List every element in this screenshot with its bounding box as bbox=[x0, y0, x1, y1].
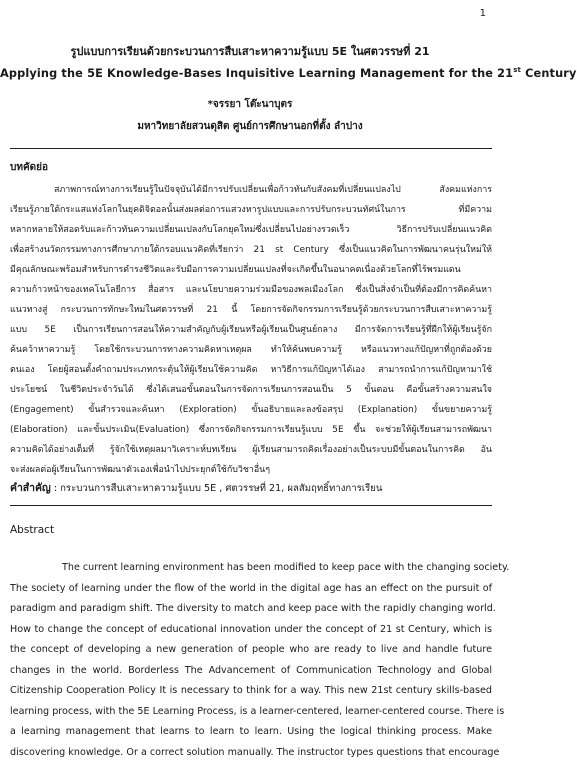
author-affiliation: มหาวิทยาลัยสวนดุสิต ศูนย์การศึกษานอกที่ตั้ง ลำปาง bbox=[0, 119, 500, 134]
thai-abstract-line: แบบ 5E เป็นการเรียนการสอนให้ความสำคัญกับผู้เรียนหรือผู้เรียนเป็นศูนย์กลาง มีการจัดการเรียนรู้ที่ฝึกให้ผู้เรียนรู้จัก bbox=[10, 320, 492, 340]
english-abstract-heading: Abstract bbox=[10, 524, 54, 536]
english-abstract-line: a learning management that learns to learn to learn. Using the logical thinking process. Make bbox=[10, 722, 492, 743]
keywords-text: : กระบวนการสืบเสาะหาความรู้แบบ 5E , ศตวรรษที่ 21, ผลสัมฤทธิ์ทางการเรียน bbox=[51, 483, 383, 494]
thai-abstract-line: ความก้าวหน้าของเทคโนโลยีการ สื่อสาร และนโยบายความร่วมมือของพลเมืองโลก ซึ่งเป็นสิ่งจำเป็นที่ต้องมีการคิดค้นหา bbox=[10, 280, 492, 300]
paper-title-english bbox=[0, 66, 500, 80]
thai-abstract-line: ตนเอง โดยผู้สอนตั้งคำถามประเภทกระตุ้นให้ผู้เรียนใช้ความคิด หาวิธีการแก้ปัญหาได้เอง สามารถนำการแก้ปัญหามาใช้ bbox=[10, 360, 492, 380]
page-number: 1 bbox=[480, 8, 486, 19]
thai-abstract-heading: บทคัดย่อ bbox=[10, 160, 48, 175]
top-divider bbox=[10, 148, 492, 149]
thai-abstract-line: (Engagement) ขั้นสำรวจและค้นหา (Exploration) ขั้นอธิบายและลงข้อสรุป (Explanation) ขั้นขยายความรู้ bbox=[10, 400, 492, 420]
thai-abstract-line: มีคุณลักษณะพร้อมสำหรับการดำรงชีวิตและรับมือการความเปลี่ยนแปลงที่จะเกิดขึ้นในอนาคตเนื่องด้วยโลกที่ไร้พรมแดน bbox=[10, 260, 492, 280]
english-abstract-line: Citizenship Cooperation Policy It is necessary to think for a way. This new 21st century skills-based bbox=[10, 681, 492, 702]
paper-title-thai: รูปแบบการเรียนด้วยกระบวนการสืบเสาะหาความรู้แบบ 5E ในศตวรรษที่ 21 bbox=[0, 42, 500, 60]
english-abstract-body bbox=[10, 558, 492, 763]
thai-abstract-line: จะส่งผลต่อผู้เรียนในการพัฒนาตัวเองเพื่อนำไปประยุกต์ใช้กับวิชาอื่นๆ bbox=[10, 460, 492, 480]
english-abstract-line: paradigm and paradigm shift. The diversity to match and keep pace with the rapidly changing world. bbox=[10, 599, 492, 620]
title-english-main: Applying the 5E Knowledge-Bases Inquisitive Learning Management for the 21 bbox=[0, 67, 513, 80]
thai-abstract-line: (Elaboration) และขั้นประเมิน(Evaluation) ซึ่งการจัดกิจกรรมการเรียนรู้แบบ 5E ขึ้น จะช่วยให้ผู้เรียนสามารถพัฒนา bbox=[10, 420, 492, 440]
thai-abstract-line: เรียนรู้ภายใต้กระแสแห่งโลกในยุคดิจิตอลนั้นส่งผลต่อการแสวงหารูปแบบและการปรับกระบวนทัศน์ในการ ที่มีความ bbox=[10, 200, 492, 220]
title-english-superscript: st bbox=[513, 66, 521, 74]
thai-abstract-line: หลากหลายให้สอดรับและก้าวทันความเปลี่ยนแปลงกับโลกยุคใหม่ซึ่งเปลี่ยนไปอย่างรวดเร็ว วิธีการปรับเปลี่ยนแนวคิด bbox=[10, 220, 492, 240]
thai-abstract-body bbox=[10, 180, 492, 480]
english-abstract-line: The society of learning under the flow of the world in the digital age has an effect on the pursuit of bbox=[10, 579, 492, 600]
thai-abstract-line: ค้นคว้าหาความรู้ โดยใช้กระบวนการทางความคิดหาเหตุผล ทำให้ค้นพบความรู้ หรือแนวทางแก้ปัญหาที่ถูกต้องด้วย bbox=[10, 340, 492, 360]
title-english-tail: Century bbox=[521, 67, 577, 80]
thai-abstract-line: สภาพการณ์ทางการเรียนรู้ในปัจจุบันได้มีการปรับเปลี่ยนเพื่อก้าวทันกับสังคมที่เปลี่ยนแปลงไป สังคมแห่งการ bbox=[10, 180, 492, 200]
english-abstract-line: The current learning environment has been modified to keep pace with the changing society. bbox=[10, 558, 492, 579]
author-name: *จรรยา โต๊ะนาบุตร bbox=[0, 97, 500, 112]
english-abstract-line: How to change the concept of educational innovation under the concept of 21 st Century, which is bbox=[10, 620, 492, 641]
english-abstract-line: changes in the world. Borderless The Advancement of Communication Technology and Global bbox=[10, 661, 492, 682]
thai-abstract-line: ประโยชน์ ในชีวิตประจำวันได้ ซึ่งได้เสนอขั้นตอนในการจัดการเรียนการสอนเป็น 5 ขั้นตอน คือขั้นสร้างความสนใจ bbox=[10, 380, 492, 400]
english-abstract-line: the concept of developing a new generation of people who are ready to live and handle future bbox=[10, 640, 492, 661]
bottom-divider bbox=[10, 505, 492, 506]
keywords bbox=[10, 479, 492, 496]
thai-abstract-line: ความคิดได้อย่างเต็มที่ รู้จักใช้เหตุผลมาวิเคราะห์บทเรียน ผู้เรียนสามารถคิดเรื่องอย่างเป็นระบบมีขั้นตอนในการคิด อัน bbox=[10, 440, 492, 460]
english-abstract-line: learning process, with the 5E Learning Process, is a learner-centered, learner-centered course. There is bbox=[10, 702, 492, 723]
english-abstract-line: discovering knowledge. Or a correct solution manually. The instructor types questions that encourage bbox=[10, 743, 492, 763]
thai-abstract-line: เพื่อสร้างนวัตกรรมทางการศึกษาภายใต้กรอบแนวคิดที่เรียกว่า 21 st Century ซึ่งเป็นแนวคิดในการพัฒนาคนรุ่นใหม่ให้ bbox=[10, 240, 492, 260]
keywords-label: คำสำคัญ bbox=[10, 482, 51, 494]
thai-abstract-line: แนวทางสู่ กระบวนการทักษะใหม่ในศตวรรษที่ 21 นี้ โดยการจัดกิจกรรมการเรียนรู้ด้วยกระบวนการสืบเสาะหาความรู้ bbox=[10, 300, 492, 320]
